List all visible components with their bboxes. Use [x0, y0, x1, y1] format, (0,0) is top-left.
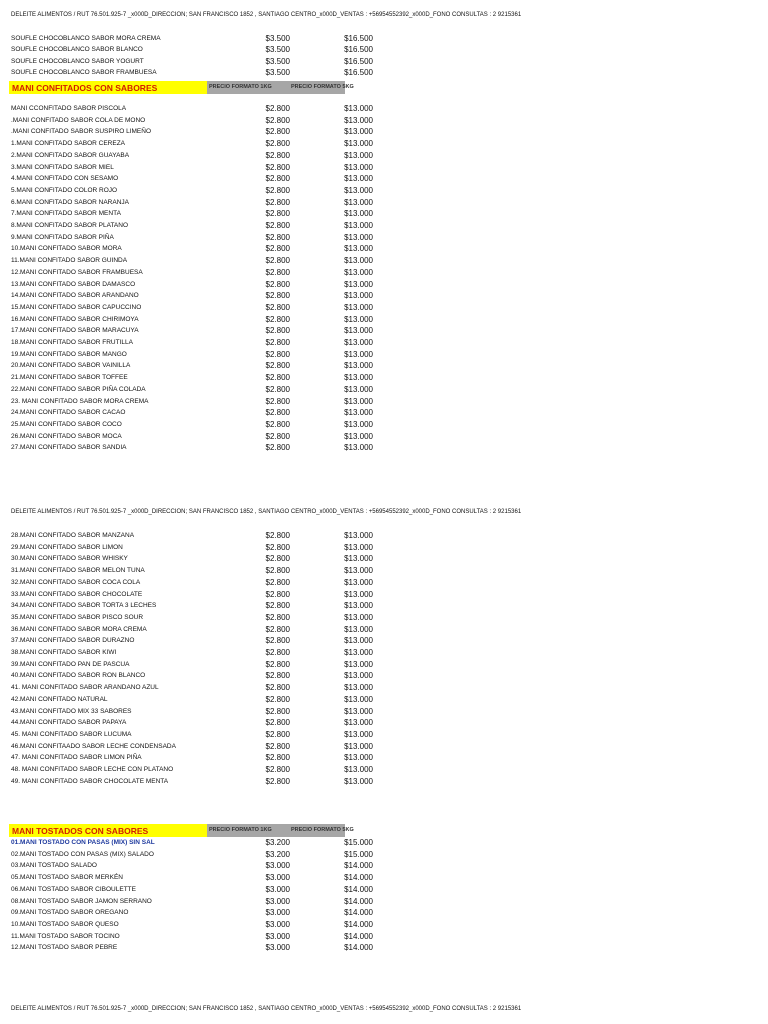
product-name: 22.MANI CONFITADO SABOR PIÑA COLADA [11, 385, 146, 393]
price-1kg: $2.800 [265, 221, 290, 230]
price-5kg: $13.000 [344, 174, 373, 184]
price-1kg: $2.800 [265, 765, 290, 774]
product-name: 09.MANI TOSTADO SABOR OREGANO [11, 909, 129, 917]
price-1kg: $2.800 [265, 174, 290, 184]
price-5kg: $13.000 [344, 694, 373, 704]
table-row [0, 431, 768, 442]
price-5kg: $13.000 [344, 267, 373, 277]
price-1kg: $3.000 [265, 861, 290, 871]
product-name: 33.MANI CONFITADO SABOR CHOCOLATE [11, 590, 143, 598]
product-name: 25.MANI CONFITADO SABOR COCO [11, 420, 122, 428]
price-5kg: $13.000 [344, 314, 373, 324]
price-5kg: $13.000 [344, 104, 373, 113]
price-5kg: $13.000 [344, 753, 373, 763]
table-row [0, 138, 768, 149]
price-1kg: $2.800 [265, 256, 290, 266]
price-5kg: $13.000 [344, 326, 373, 336]
product-name: 19.MANI CONFITADO SABOR MANGO [11, 350, 127, 358]
table-row [0, 372, 768, 383]
price-1kg: $2.800 [265, 326, 290, 336]
table-row [0, 290, 768, 301]
product-name: MANI CCONFITADO SABOR PISCOLA [11, 105, 127, 112]
table-row [0, 396, 768, 407]
table-row [0, 243, 768, 254]
price-5kg: $13.000 [344, 612, 373, 622]
table-row [0, 349, 768, 360]
price-5kg: $13.000 [344, 554, 373, 564]
product-name: 02.MANI TOSTADO CON PASAS (MIX) SALADO [11, 850, 154, 858]
price-5kg: $13.000 [344, 443, 373, 453]
product-name: 31.MANI CONFITADO SABOR MELON TUNA [11, 567, 145, 575]
price-5kg: $13.000 [344, 531, 373, 540]
table-row [0, 103, 768, 114]
price-5kg: $13.000 [344, 589, 373, 599]
price-5kg: $13.000 [344, 671, 373, 681]
table-row [0, 860, 768, 871]
table-row [0, 919, 768, 930]
price-5kg: $13.000 [344, 185, 373, 195]
product-name: 37.MANI CONFITADO SABOR DURAZNO [11, 637, 135, 645]
product-name: 39.MANI CONFITADO PAN DE PASCUA [11, 660, 130, 668]
table-row [0, 624, 768, 635]
table-row [0, 197, 768, 208]
section-title: MANI TOSTADOS CON SABORES [12, 826, 149, 836]
table-row [0, 115, 768, 126]
product-name: 43.MANI CONFITADO MIX 33 SABORES [11, 707, 132, 715]
product-name: 7.MANI CONFITADO SABOR MENTA [11, 210, 121, 218]
table-row [0, 162, 768, 173]
product-name: 35.MANI CONFITADO SABOR PISCO SOUR [11, 613, 144, 621]
price-1kg: $2.800 [265, 776, 290, 786]
product-name: 40.MANI CONFITADO SABOR RON BLANCO [11, 672, 146, 680]
table-row [0, 612, 768, 623]
price-1kg: $2.800 [265, 408, 290, 418]
product-name: SOUFLE CHOCOBLANCO SABOR MORA CREMA [11, 35, 161, 42]
price-5kg: $13.000 [344, 221, 373, 230]
table-row [0, 442, 768, 453]
table-row [0, 717, 768, 728]
price-1kg: $2.800 [265, 589, 290, 599]
table-row [0, 419, 768, 430]
price-5kg: $14.000 [344, 861, 373, 871]
column-header-5kg: PRECIO FORMATO 5KG [291, 84, 354, 90]
table-row [0, 600, 768, 611]
price-5kg: $13.000 [344, 162, 373, 172]
price-1kg: $2.800 [265, 531, 290, 540]
product-name: 1.MANI CONFITADO SABOR CEREZA [11, 140, 126, 148]
table-row [0, 67, 768, 78]
price-1kg: $2.800 [265, 185, 290, 195]
product-name: 8.MANI CONFITADO SABOR PLATANO [11, 222, 129, 229]
table-row [0, 659, 768, 670]
price-5kg: $13.000 [344, 408, 373, 418]
table-row [0, 530, 768, 541]
price-1kg: $2.800 [265, 150, 290, 160]
price-1kg: $2.800 [265, 431, 290, 441]
table-row [0, 694, 768, 705]
page-header: DELEITE ALIMENTOS / RUT 76.501.925-7 _x000D_DIRECCION; SAN FRANCISCO 1852 , SANTIAGO CENTRO_x000D_VENTAS : +56954552392_x000D_FONO CONSULTAS : 2 9215361 [11, 12, 522, 18]
product-name: 38.MANI CONFITADO SABOR KIWI [11, 649, 117, 656]
table-row [0, 729, 768, 740]
table-row [0, 706, 768, 717]
price-1kg: $2.800 [265, 683, 290, 693]
table-row [0, 942, 768, 953]
price-1kg: $2.800 [265, 338, 290, 347]
product-name: 3.MANI CONFITADO SABOR MIEL [11, 163, 114, 171]
table-row [0, 279, 768, 290]
price-5kg: $13.000 [344, 431, 373, 441]
table-row [0, 752, 768, 763]
price-1kg: $2.800 [265, 542, 290, 552]
product-name: 11.MANI TOSTADO SABOR TOCINO [11, 932, 120, 940]
price-1kg: $2.800 [265, 648, 290, 657]
price-1kg: $2.800 [265, 636, 290, 646]
price-5kg: $16.500 [344, 34, 373, 43]
price-5kg: $13.000 [344, 741, 373, 751]
table-row [0, 553, 768, 564]
price-5kg: $13.000 [344, 419, 373, 429]
product-name: 46.MANI CONFITAADO SABOR LECHE CONDENSADA [11, 742, 176, 750]
column-header-bar [207, 81, 354, 94]
price-1kg: $2.800 [265, 577, 290, 587]
price-5kg: $16.500 [344, 45, 373, 55]
product-name: 28.MANI CONFITADO SABOR MANZANA [11, 532, 135, 539]
price-1kg: $3.000 [265, 908, 290, 918]
table-row [0, 849, 768, 860]
price-1kg: $2.800 [265, 244, 290, 254]
price-1kg: $2.800 [265, 291, 290, 301]
price-1kg: $2.800 [265, 706, 290, 716]
table-row [0, 56, 768, 67]
price-5kg: $13.000 [344, 659, 373, 669]
table-row [0, 325, 768, 336]
price-5kg: $13.000 [344, 197, 373, 207]
price-1kg: $2.800 [265, 267, 290, 277]
table-row [0, 302, 768, 313]
price-1kg: $2.800 [265, 384, 290, 394]
price-5kg: $13.000 [344, 302, 373, 312]
product-name: 13.MANI CONFITADO SABOR DAMASCO [11, 280, 136, 288]
product-name: 36.MANI CONFITADO SABOR MORA CREMA [11, 625, 147, 633]
product-name: 01.MANI TOSTADO CON PASAS (MIX) SIN SAL [11, 839, 155, 846]
price-1kg: $3.500 [265, 67, 290, 77]
table-row [0, 384, 768, 395]
table-row [0, 542, 768, 553]
price-5kg: $14.000 [344, 931, 373, 941]
price-1kg: $2.800 [265, 671, 290, 681]
price-5kg: $15.000 [344, 849, 373, 859]
price-5kg: $13.000 [344, 232, 373, 242]
price-1kg: $3.200 [265, 849, 290, 859]
table-row [0, 337, 768, 348]
table-row [0, 776, 768, 787]
table-row [0, 907, 768, 918]
table-row [0, 360, 768, 371]
table-row [0, 741, 768, 752]
price-1kg: $2.800 [265, 349, 290, 359]
price-5kg: $13.000 [344, 361, 373, 371]
table-row [0, 635, 768, 646]
product-name: 15.MANI CONFITADO SABOR CAPUCCINO [11, 303, 142, 311]
price-1kg: $2.800 [265, 566, 290, 576]
column-header-1kg: PRECIO FORMATO 1KG [209, 84, 272, 90]
table-row [0, 565, 768, 576]
product-name: 5.MANI CONFITADO COLOR ROJO [11, 186, 118, 194]
price-1kg: $2.800 [265, 694, 290, 704]
price-1kg: $2.800 [265, 753, 290, 763]
product-name: 12.MANI TOSTADO SABOR PEBRE [11, 944, 118, 952]
price-5kg: $14.000 [344, 896, 373, 906]
table-row [0, 896, 768, 907]
price-5kg: $13.000 [344, 244, 373, 254]
price-5kg: $13.000 [344, 291, 373, 301]
product-name: 27.MANI CONFITADO SABOR SANDIA [11, 444, 127, 452]
product-name: 08.MANI TOSTADO SABOR JAMON SERRANO [11, 897, 152, 905]
price-1kg: $2.800 [265, 197, 290, 207]
product-name: 21.MANI CONFITADO SABOR TOFFEE [11, 374, 128, 382]
table-row [0, 931, 768, 942]
page-header: DELEITE ALIMENTOS / RUT 76.501.925-7 _x000D_DIRECCION; SAN FRANCISCO 1852 , SANTIAGO CENTRO_x000D_VENTAS : +56954552392_x000D_FONO CONSULTAS : 2 9215361 [11, 1006, 522, 1012]
product-name: 44.MANI CONFITADO SABOR PAPAYA [11, 719, 127, 727]
price-1kg: $2.800 [265, 104, 290, 113]
table-row [0, 589, 768, 600]
price-5kg: $13.000 [344, 115, 373, 125]
product-name: 11.MANI CONFITADO SABOR GUINDA [11, 257, 128, 265]
table-row [0, 220, 768, 231]
product-name: 14.MANI CONFITADO SABOR ARANDANO [11, 292, 139, 300]
page-header: DELEITE ALIMENTOS / RUT 76.501.925-7 _x000D_DIRECCION; SAN FRANCISCO 1852 , SANTIAGO CENTRO_x000D_VENTAS : +56954552392_x000D_FONO CONSULTAS : 2 9215361 [11, 509, 522, 515]
product-name: 47. MANI CONFITADO SABOR LIMON PIÑA [11, 754, 142, 762]
product-name: 06.MANI TOSTADO SABOR CIBOULETTE [11, 885, 136, 893]
product-name: 12.MANI CONFITADO SABOR FRAMBUESA [11, 268, 143, 276]
price-1kg: $2.800 [265, 314, 290, 324]
table-row [0, 150, 768, 161]
price-5kg: $14.000 [344, 884, 373, 894]
price-1kg: $2.800 [265, 373, 290, 383]
product-name: 05.MANI TOSTADO SABOR MERKÉN [11, 874, 123, 882]
product-name: 16.MANI CONFITADO SABOR CHIRIMOYA [11, 315, 139, 323]
price-5kg: $13.000 [344, 396, 373, 406]
price-1kg: $2.800 [265, 624, 290, 634]
price-5kg: $13.000 [344, 566, 373, 576]
price-5kg: $16.500 [344, 67, 373, 77]
product-name: .MANI CONFITADO SABOR COLA DE MONO [11, 116, 146, 124]
price-1kg: $3.000 [265, 931, 290, 941]
price-1kg: $2.800 [265, 361, 290, 371]
price-5kg: $13.000 [344, 636, 373, 646]
price-1kg: $3.500 [265, 45, 290, 55]
price-1kg: $2.800 [265, 232, 290, 242]
table-row [0, 837, 768, 848]
price-5kg: $13.000 [344, 139, 373, 149]
price-1kg: $2.800 [265, 419, 290, 429]
section-title: MANI CONFITADOS CON SABORES [12, 83, 158, 93]
table-row [0, 126, 768, 137]
price-5kg: $13.000 [344, 542, 373, 552]
price-1kg: $3.000 [265, 943, 290, 953]
table-row [0, 577, 768, 588]
column-header-1kg: PRECIO FORMATO 1KG [209, 827, 272, 833]
price-5kg: $13.000 [344, 765, 373, 774]
product-name: .MANI CONFITADO SABOR SUSPIRO LIMEÑO [11, 128, 152, 136]
price-1kg: $2.800 [265, 718, 290, 728]
table-row [0, 314, 768, 325]
price-1kg: $2.800 [265, 612, 290, 622]
price-5kg: $13.000 [344, 349, 373, 359]
price-1kg: $2.800 [265, 279, 290, 289]
price-5kg: $13.000 [344, 150, 373, 160]
product-name: 6.MANI CONFITADO SABOR NARANJA [11, 198, 129, 206]
price-5kg: $13.000 [344, 776, 373, 786]
table-row [0, 682, 768, 693]
product-name: 03.MANI TOSTADO SALADO [11, 862, 97, 870]
table-row [0, 185, 768, 196]
price-5kg: $13.000 [344, 279, 373, 289]
table-row [0, 44, 768, 55]
product-name: 34.MANI CONFITADO SABOR TORTA 3 LECHES [11, 602, 157, 610]
table-row [0, 255, 768, 266]
table-row [0, 208, 768, 219]
product-name: 26.MANI CONFITADO SABOR MOCA [11, 432, 122, 440]
price-5kg: $13.000 [344, 706, 373, 716]
price-1kg: $2.800 [265, 729, 290, 739]
price-5kg: $13.000 [344, 209, 373, 219]
price-1kg: $2.800 [265, 396, 290, 406]
product-name: 18.MANI CONFITADO SABOR FRUTILLA [11, 339, 133, 346]
price-1kg: $3.200 [265, 838, 290, 847]
price-5kg: $16.500 [344, 56, 373, 66]
price-5kg: $14.000 [344, 908, 373, 918]
price-1kg: $2.800 [265, 741, 290, 751]
price-5kg: $13.000 [344, 373, 373, 383]
product-name: 30.MANI CONFITADO SABOR WHISKY [11, 555, 128, 563]
column-header-bar [207, 824, 354, 837]
table-row [0, 872, 768, 883]
product-name: 23. MANI CONFITADO SABOR MORA CREMA [11, 397, 149, 405]
price-5kg: $13.000 [344, 384, 373, 394]
product-name: 32.MANI CONFITADO SABOR COCA COLA [11, 578, 141, 586]
price-5kg: $14.000 [344, 873, 373, 883]
price-5kg: $13.000 [344, 624, 373, 634]
price-5kg: $13.000 [344, 127, 373, 137]
price-1kg: $3.500 [265, 34, 290, 43]
price-1kg: $2.800 [265, 115, 290, 125]
product-name: 41. MANI CONFITADO SABOR ARANDANO AZUL [11, 684, 159, 692]
price-1kg: $3.000 [265, 919, 290, 929]
price-1kg: $2.800 [265, 443, 290, 453]
product-name: 2.MANI CONFITADO SABOR GUAYABA [11, 151, 130, 159]
product-name: 4.MANI CONFITADO CON SESAMO [11, 175, 119, 183]
price-5kg: $13.000 [344, 648, 373, 657]
product-name: 9.MANI CONFITADO SABOR PIÑA [11, 233, 114, 241]
price-5kg: $13.000 [344, 577, 373, 587]
product-name: 10.MANI TOSTADO SABOR QUESO [11, 920, 119, 928]
product-name: 45. MANI CONFITADO SABOR LUCUMA [11, 730, 132, 738]
table-row [0, 647, 768, 658]
product-name: 17.MANI CONFITADO SABOR MARACUYA [11, 327, 139, 335]
price-1kg: $3.000 [265, 873, 290, 883]
product-name: 20.MANI CONFITADO SABOR VAINILLA [11, 362, 131, 370]
price-1kg: $2.800 [265, 302, 290, 312]
price-1kg: $2.800 [265, 209, 290, 219]
price-5kg: $13.000 [344, 683, 373, 693]
column-header-5kg: PRECIO FORMATO 5KG [291, 827, 354, 833]
table-row [0, 407, 768, 418]
price-5kg: $13.000 [344, 729, 373, 739]
product-name: 29.MANI CONFITADO SABOR LIMON [11, 543, 123, 551]
product-name: 49. MANI CONFITADO SABOR CHOCOLATE MENTA [11, 777, 169, 785]
table-row [0, 232, 768, 243]
product-name: 48. MANI CONFITADO SABOR LECHE CON PLATANO [11, 766, 174, 773]
table-row [0, 670, 768, 681]
price-1kg: $3.000 [265, 884, 290, 894]
price-5kg: $15.000 [344, 838, 373, 847]
price-1kg: $2.800 [265, 162, 290, 172]
product-name: SOUFLE CHOCOBLANCO SABOR YOGURT [11, 57, 144, 65]
price-5kg: $13.000 [344, 256, 373, 266]
price-1kg: $2.800 [265, 139, 290, 149]
price-5kg: $13.000 [344, 601, 373, 611]
product-name: SOUFLE CHOCOBLANCO SABOR BLANCO [11, 46, 143, 54]
table-row [0, 173, 768, 184]
price-1kg: $2.800 [265, 659, 290, 669]
price-5kg: $14.000 [344, 943, 373, 953]
product-name: 10.MANI CONFITADO SABOR MORA [11, 245, 122, 253]
table-row [0, 33, 768, 44]
price-1kg: $3.500 [265, 56, 290, 66]
price-1kg: $3.000 [265, 896, 290, 906]
table-row [0, 764, 768, 775]
product-name: 24.MANI CONFITADO SABOR CACAO [11, 409, 126, 417]
price-5kg: $13.000 [344, 338, 373, 347]
price-5kg: $14.000 [344, 919, 373, 929]
table-row [0, 267, 768, 278]
product-name: 42.MANI CONFITADO NATURAL [11, 695, 108, 703]
price-1kg: $2.800 [265, 601, 290, 611]
price-1kg: $2.800 [265, 554, 290, 564]
price-1kg: $2.800 [265, 127, 290, 137]
product-name: SOUFLE CHOCOBLANCO SABOR FRAMBUESA [11, 68, 157, 76]
table-row [0, 884, 768, 895]
price-5kg: $13.000 [344, 718, 373, 728]
